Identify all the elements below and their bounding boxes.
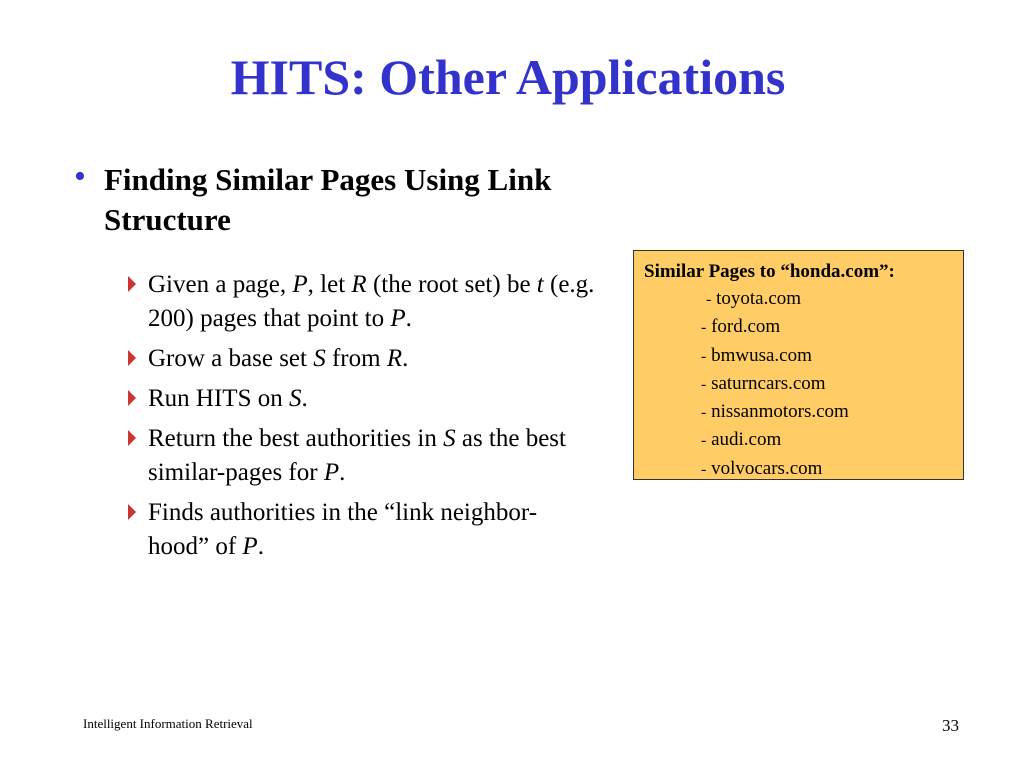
bullet-dot-icon: • (74, 158, 86, 195)
subpoint-text: . (339, 459, 346, 486)
subpoint-list (127, 268, 597, 570)
list-dash: - (701, 404, 707, 422)
list-dash: - (701, 460, 707, 478)
subpoint-text: . (257, 533, 264, 560)
subpoint-text: S (313, 345, 326, 372)
similar-page-item (644, 398, 963, 426)
subpoint-text: S (288, 385, 302, 412)
similar-page-domain: audi.com (706, 429, 782, 451)
subpoint-item (127, 382, 597, 416)
list-dash: - (701, 347, 707, 365)
similar-page-domain: bmwusa.com (706, 344, 812, 366)
arrow-bullet-icon (128, 276, 136, 292)
subpoint-text: Finds authorities in the “link neighbor-hood” of (148, 499, 538, 560)
main-point: Finding Similar Pages Using Link Structure (104, 162, 552, 237)
similar-pages-list (644, 285, 963, 483)
list-dash: - (701, 375, 707, 393)
subpoint-text: R (386, 345, 403, 372)
similar-page-item (644, 342, 963, 370)
slide-title: HITS: Other Applications (230, 49, 786, 105)
list-dash: - (701, 319, 707, 337)
subpoint-text: from (325, 345, 387, 372)
similar-page-item (644, 455, 963, 483)
subpoint-text: P (323, 459, 340, 486)
subpoint-text: (the root set) be (366, 271, 537, 298)
subpoint-text: S (443, 425, 456, 452)
similar-page-domain: ford.com (706, 316, 781, 338)
footer-course: Intelligent Information Retrieval (83, 716, 253, 731)
subpoint-item (127, 422, 597, 490)
arrow-bullet-icon (128, 350, 136, 366)
subpoint-item (127, 342, 597, 376)
subpoint-text: P (242, 533, 258, 560)
subpoint-text: Return the best authorities in (148, 425, 444, 452)
arrow-bullet-icon (128, 504, 136, 520)
subpoint-text: P (292, 271, 308, 298)
subpoint-text: t (536, 271, 544, 298)
list-dash: - (701, 432, 707, 450)
subpoint-text: Given a page, (148, 271, 293, 298)
similar-page-domain: nissanmotors.com (706, 401, 849, 423)
similar-page-item (644, 370, 963, 398)
subpoint-text: R (351, 271, 367, 298)
similar-page-item (644, 313, 963, 341)
list-dash: - (706, 291, 712, 308)
subpoint-item (127, 268, 597, 336)
arrow-bullet-icon (128, 430, 136, 446)
subpoint-text: , let (307, 271, 352, 298)
subpoint-text: P (390, 305, 406, 332)
subpoint-text: (e.g. 200) pages that point to (148, 271, 595, 332)
similar-pages-box (633, 250, 964, 480)
similar-page-item (644, 285, 963, 313)
page-number: 33 (942, 716, 959, 735)
similar-pages-title: Similar Pages to “honda.com”: (644, 261, 895, 282)
subpoint-text: . (405, 305, 412, 332)
similar-page-domain: volvocars.com (706, 457, 823, 479)
subpoint-text: as the best similar-pages for (148, 425, 566, 486)
subpoint-item (127, 496, 597, 564)
subpoint-text: . (301, 385, 308, 412)
similar-page-item (644, 426, 963, 454)
subpoint-text: Run HITS on (148, 385, 289, 412)
similar-page-domain: saturncars.com (706, 372, 826, 394)
subpoint-text: . (402, 345, 409, 372)
similar-page-domain: toyota.com (711, 288, 802, 309)
subpoint-text: Grow a base set (148, 345, 314, 372)
arrow-bullet-icon (128, 390, 136, 406)
